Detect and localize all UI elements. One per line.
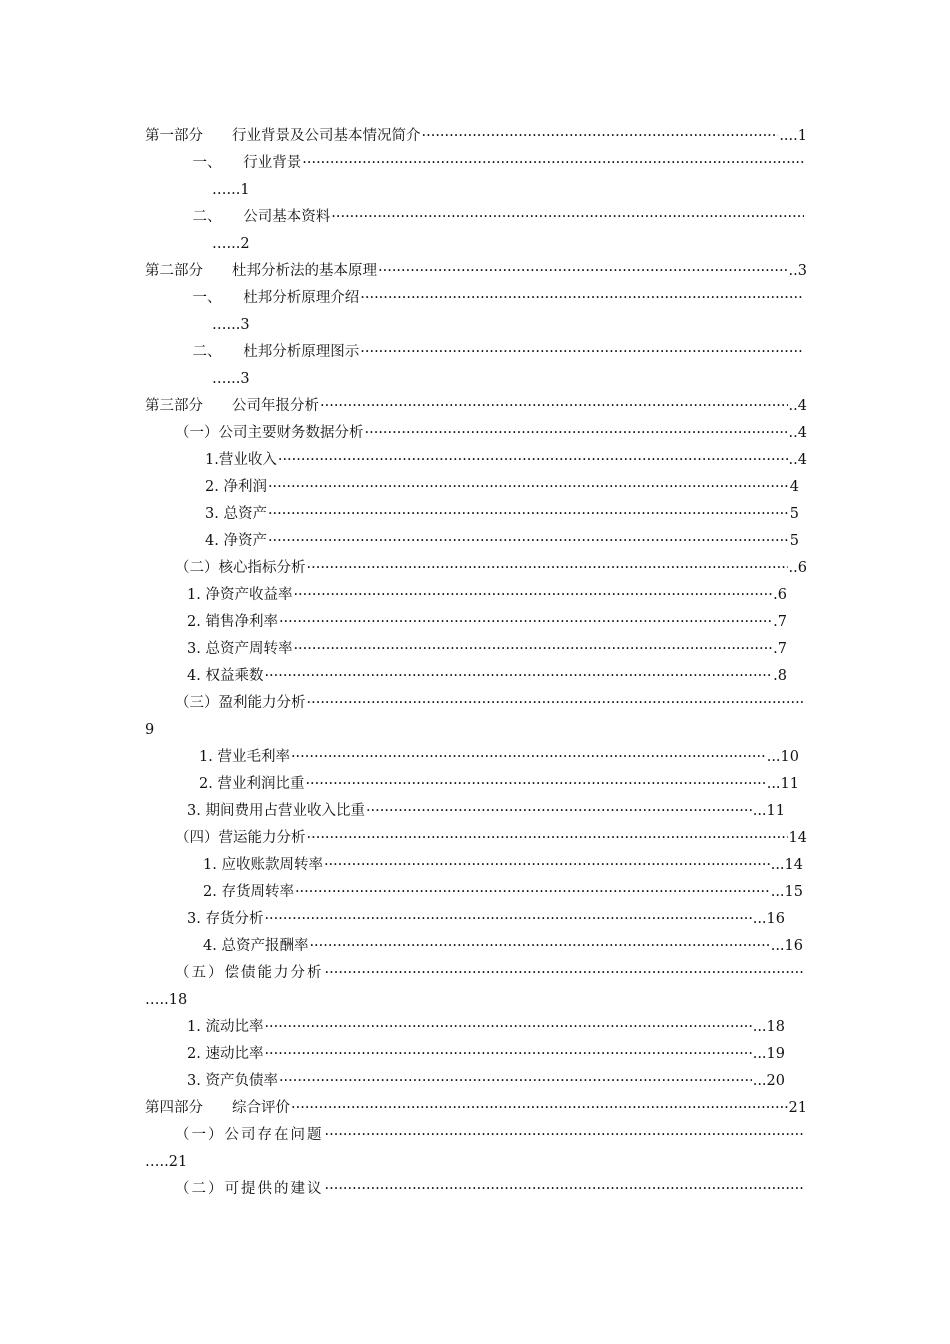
toc-entry-label: 2. 存货周转率: [203, 884, 294, 900]
toc-entry-page: .7: [773, 641, 787, 657]
dot-leader: [366, 798, 752, 825]
toc-entry-label: 4. 净资产: [205, 533, 267, 549]
dot-leader: [264, 1041, 751, 1068]
toc-entry-label: 第四部分 综合评价: [145, 1100, 290, 1116]
toc-entry-page: ...15: [770, 884, 803, 900]
toc-entry: [187, 1041, 785, 1068]
toc-entry-page: 21: [788, 1100, 807, 1116]
toc-entry-page: ....1: [779, 128, 807, 144]
toc-entry-continuation: …..21: [145, 1154, 188, 1170]
toc-entry-label: 二、 公司基本资料: [178, 209, 331, 225]
dot-leader: [324, 852, 770, 879]
toc-entry-label: 一、 行业背景: [178, 155, 302, 171]
toc-entry: [187, 798, 785, 825]
toc-entry: [199, 744, 799, 771]
dot-leader: [293, 582, 772, 609]
dot-leader: [293, 636, 772, 663]
dot-leader: [279, 609, 772, 636]
dot-leader: [307, 555, 788, 582]
toc-entry-label: 二、 杜邦分析原理图示: [178, 344, 360, 360]
toc-entry-page: ...11: [766, 776, 799, 792]
dot-leader: [325, 1176, 805, 1203]
dot-leader: [325, 1122, 805, 1149]
toc-entry-label: 1.营业收入: [205, 452, 277, 468]
toc-entry-label: 一、 杜邦分析原理介绍: [178, 290, 360, 306]
toc-entry-page: ...19: [752, 1046, 785, 1062]
toc-entry-label: 3. 资产负债率: [187, 1073, 278, 1089]
toc-entry-page: ..4: [788, 425, 807, 441]
toc-entry-label: （三）盈利能力分析: [175, 695, 306, 711]
toc-entry-label: 第一部分 行业背景及公司基本情况简介: [145, 128, 421, 144]
toc-entry-page: .8: [773, 668, 787, 684]
toc-entry-page: ...20: [752, 1073, 785, 1089]
dot-leader: [278, 447, 788, 474]
toc-entry-page: 14: [788, 830, 807, 846]
toc-entry: [205, 474, 799, 501]
dot-leader: [291, 1095, 788, 1122]
toc-entry-continuation: …..18: [145, 992, 188, 1008]
toc-entry-label: 4. 权益乘数: [187, 668, 264, 684]
toc-entry-label: 1. 营业毛利率: [199, 749, 290, 765]
toc-entry-page: ..3: [788, 263, 807, 279]
toc-entry: [205, 528, 799, 555]
toc-entry-page: 5: [789, 533, 799, 549]
toc-entry-page: ..6: [788, 560, 807, 576]
toc-entry: [178, 285, 805, 312]
dot-leader: [305, 771, 765, 798]
toc-entry-continuation: …...3: [212, 317, 250, 333]
toc-entry-label: 3. 总资产: [205, 506, 267, 522]
dot-leader: [264, 663, 772, 690]
dot-leader: [307, 690, 805, 717]
toc-entry: [178, 204, 805, 231]
dot-leader: [291, 744, 766, 771]
toc-entry: [178, 150, 805, 177]
toc-entry: [187, 636, 787, 663]
toc-entry-page: 4: [789, 479, 799, 495]
dot-leader: [360, 339, 804, 366]
toc-entry-label: 4. 总资产报酬率: [203, 938, 309, 954]
toc-entry-label: 第三部分 公司年报分析: [145, 398, 319, 414]
toc-entry-page: ...14: [770, 857, 803, 873]
toc-entry: [145, 258, 807, 285]
toc-entry: [175, 1122, 805, 1149]
toc-entry: [145, 393, 807, 420]
toc-entry: [187, 663, 787, 690]
dot-leader: [268, 501, 789, 528]
toc-entry-label: 3. 总资产周转率: [187, 641, 293, 657]
toc-entry: [187, 1068, 785, 1095]
toc-entry-continuation: …...3: [212, 371, 250, 387]
toc-entry-page: 5: [789, 506, 799, 522]
toc-entry: [203, 933, 803, 960]
toc-entry: [187, 609, 787, 636]
toc-entry-label: 1. 应收账款周转率: [203, 857, 323, 873]
toc-entry-page: ...16: [770, 938, 803, 954]
toc-entry: [175, 555, 807, 582]
toc-entry-label: 2. 速动比率: [187, 1046, 264, 1062]
toc-entry-label: （二）核心指标分析: [175, 560, 306, 576]
toc-entry: [175, 1176, 805, 1203]
dot-leader: [264, 1014, 751, 1041]
dot-leader: [378, 258, 788, 285]
dot-leader: [331, 204, 804, 231]
toc-entry-label: （一）公司存在问题: [175, 1127, 324, 1143]
dot-leader: [295, 879, 770, 906]
dot-leader: [307, 825, 788, 852]
toc-entry: [187, 582, 787, 609]
toc-entry: [175, 420, 807, 447]
toc-entry-label: 1. 净资产收益率: [187, 587, 293, 603]
dot-leader: [365, 420, 788, 447]
dot-leader: [320, 393, 788, 420]
toc-entry: [187, 906, 785, 933]
toc-entry-continuation: 9: [145, 722, 155, 738]
toc-entry-continuation: …...1: [212, 182, 250, 198]
toc-entry: [187, 1014, 785, 1041]
toc-entry-page: .6: [773, 587, 787, 603]
toc-entry: [145, 1095, 807, 1122]
toc-entry: [203, 879, 803, 906]
toc-entry-label: 3. 期间费用占营业收入比重: [187, 803, 365, 819]
toc-entry-page: ..4: [788, 452, 807, 468]
toc-entry: [145, 123, 807, 150]
toc-entry-label: 2. 营业利润比重: [199, 776, 305, 792]
toc-entry-page: ...10: [766, 749, 799, 765]
dot-leader: [422, 123, 779, 150]
toc-entry-page: ...16: [752, 911, 785, 927]
dot-leader: [360, 285, 804, 312]
toc-entry-page: ...11: [752, 803, 785, 819]
toc-entry-label: （二）可提供的建议: [175, 1181, 324, 1197]
toc-entry-label: 第二部分 杜邦分析法的基本原理: [145, 263, 377, 279]
toc-entry: [199, 771, 799, 798]
toc-entry: [175, 690, 805, 717]
dot-leader: [268, 474, 789, 501]
toc-entry-page: ..4: [788, 398, 807, 414]
dot-leader: [268, 528, 789, 555]
toc-entry: [175, 825, 807, 852]
toc-entry-label: （一）公司主要财务数据分析: [175, 425, 364, 441]
toc-entry-label: 3. 存货分析: [187, 911, 264, 927]
toc-entry: [175, 960, 805, 987]
toc-entry-page: .7: [773, 614, 787, 630]
toc-entry-label: （五）偿债能力分析: [175, 965, 324, 981]
dot-leader: [264, 906, 751, 933]
toc-entry-continuation: …...2: [212, 236, 250, 252]
toc-entry-label: 2. 销售净利率: [187, 614, 278, 630]
toc-entry: [205, 501, 799, 528]
toc-entry-label: 2. 净利润: [205, 479, 267, 495]
dot-leader: [302, 150, 804, 177]
toc-entry: [178, 339, 805, 366]
dot-leader: [325, 960, 805, 987]
dot-leader: [309, 933, 769, 960]
toc-entry-page: ...18: [752, 1019, 785, 1035]
toc-entry: [205, 447, 807, 474]
toc-entry: [203, 852, 803, 879]
toc-entry-label: （四）营运能力分析: [175, 830, 306, 846]
dot-leader: [279, 1068, 752, 1095]
toc-entry-label: 1. 流动比率: [187, 1019, 264, 1035]
